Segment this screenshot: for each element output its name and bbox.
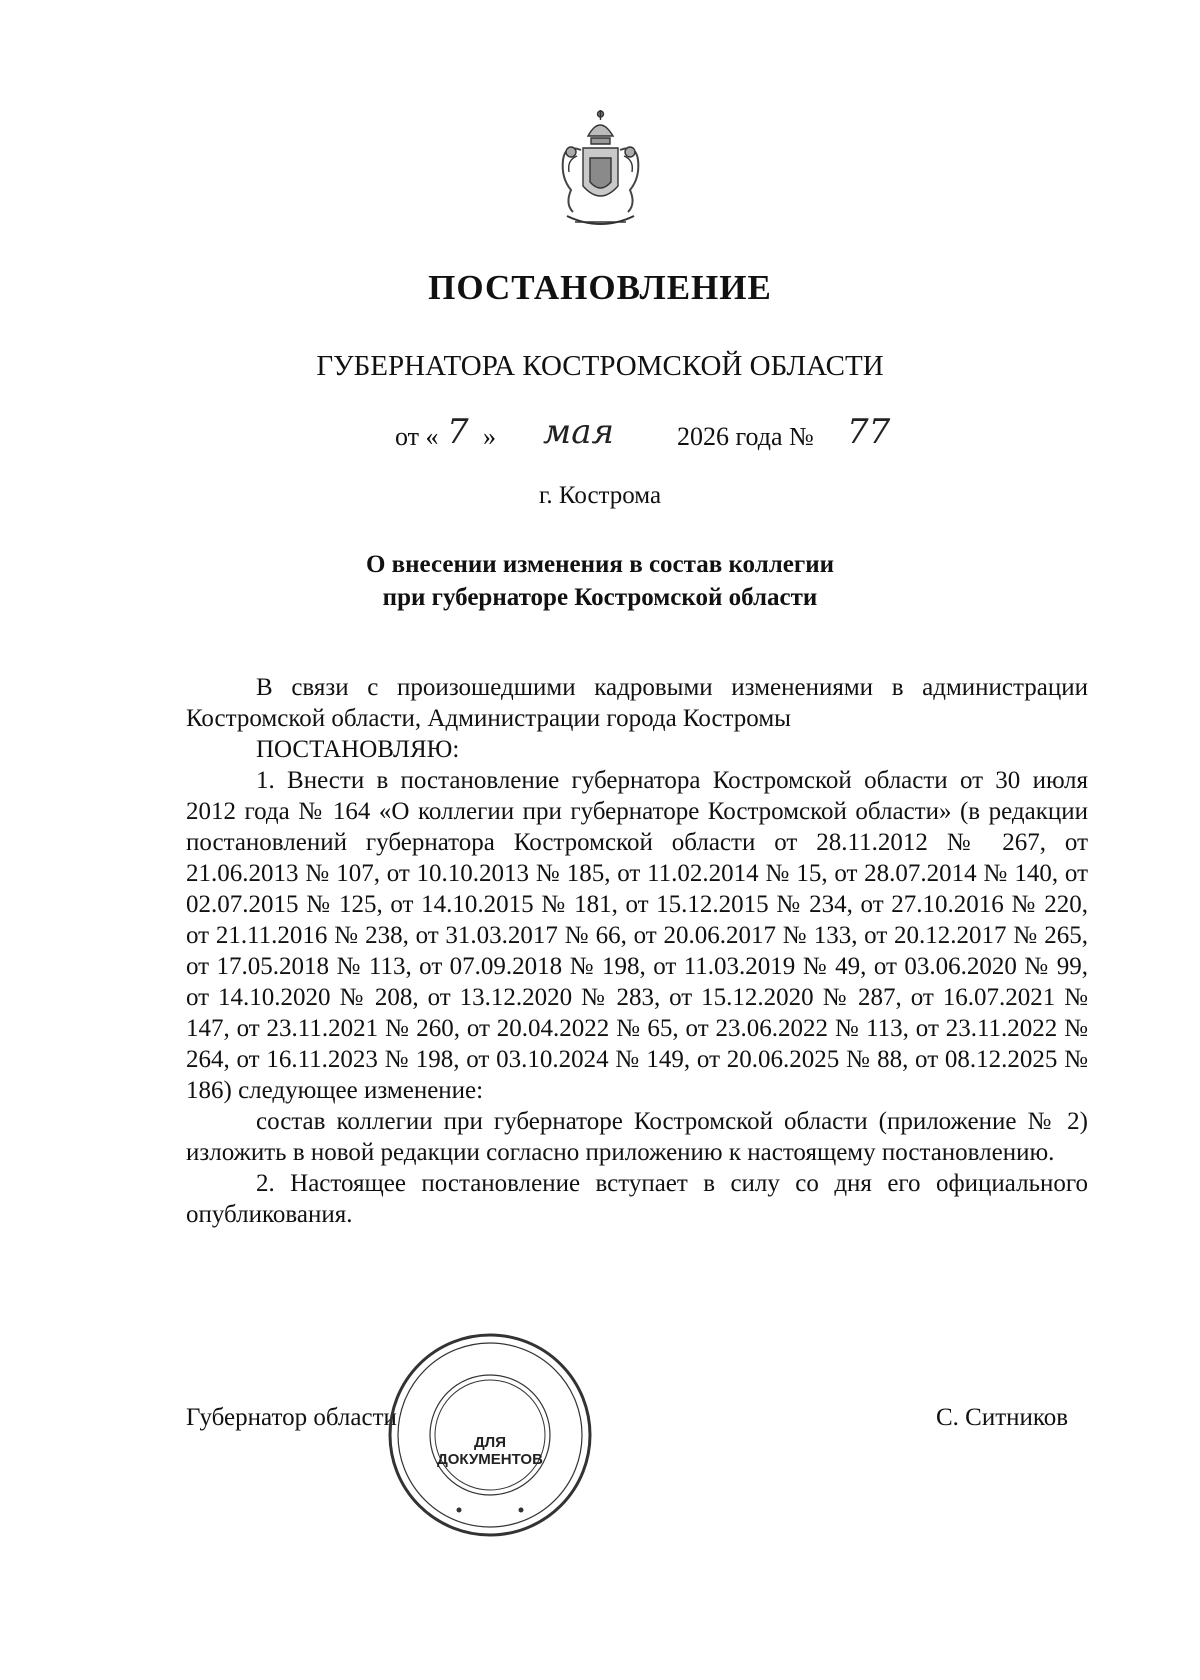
coat-of-arms-icon [553,108,648,238]
body-paragraph: В связи с произошедшими кадровыми изменениями в администрации Костромской области, Администрации города Костромы [186,674,1088,732]
city: г. Кострома [538,482,662,509]
body-paragraph: состав коллегии при губернаторе Костромской области (приложение № 2) изложить в новой редакции согласно приложению к настоящему постановлению. [186,1108,1088,1166]
signature-title: Губернатор области [186,1404,397,1431]
signature-name: С. Ситников [936,1404,1069,1431]
date-quote-close: » [483,422,496,451]
document-body [186,672,1088,1230]
heading-line-1: О внесении изменения в состав коллегии [365,551,835,578]
resolve-word: ПОСТАНОВЛЯЮ: [256,736,460,763]
handwritten-day: 7 [447,412,469,452]
issuer-title: ГУБЕРНАТОРА КОСТРОМСКОЙ ОБЛАСТИ [316,350,884,382]
body-paragraph: 2. Настоящее постановление вступает в силу со дня его официального опубликования. [186,1170,1088,1228]
date-line [395,412,955,458]
seal-line-2: ДОКУМЕНТОВ [437,1451,543,1468]
date-prefix: от « [395,422,439,451]
document-title: ПОСТАНОВЛЕНИЕ [428,268,772,307]
body-paragraph: 1. Внести в постановление губернатора Костромской области от 30 июля 2012 года № 164 «О коллегии при губернаторе Костромской области» (в редакции постановлений губернатора Костромской области от 28.11.2012 № 267, от 21.06.2013 № 107, от 10.10.2013 № 185, от 11.02.2014 № 15, от 28.07.2014 № 140, от 02.07.2015 № 125, от 14.10.2015 № 181, от 15.12.2015 № 234, от 27.10.2016 № 220, от 21.11.2016 № 238, от 31.03.2017 № 66, от 20.06.2017 № 133, от 20.12.2017 № 265, от 17.05.2018 № 113, от 07.09.2018 № 198, от 11.03.2019 № 49, от 03.06.2020 № 99, от 14.10.2020 № 208, от 13.12.2020 № 283, от 15.12.2020 № 287, от 16.07.2021 № 147, от 23.11.2021 № 260, от 20.04.2022 № 65, от 23.06.2022 № 113, от 23.11.2022 № 264, от 16.11.2023 № 198, от 03.10.2024 № 149, от 20.06.2025 № 88, от 08.12.2025 № 186) следующее изменение: [186,767,1088,1104]
handwritten-month: мая [543,412,614,452]
seal-line-1: ДЛЯ [474,1434,506,1451]
document-heading [0,548,1200,614]
date-year-number-label: 2026 года № [677,422,814,451]
heading-line-2: при губернаторе Костромской области [382,584,818,611]
handwritten-number: 77 [847,412,891,452]
seal-center-text [430,1434,550,1468]
